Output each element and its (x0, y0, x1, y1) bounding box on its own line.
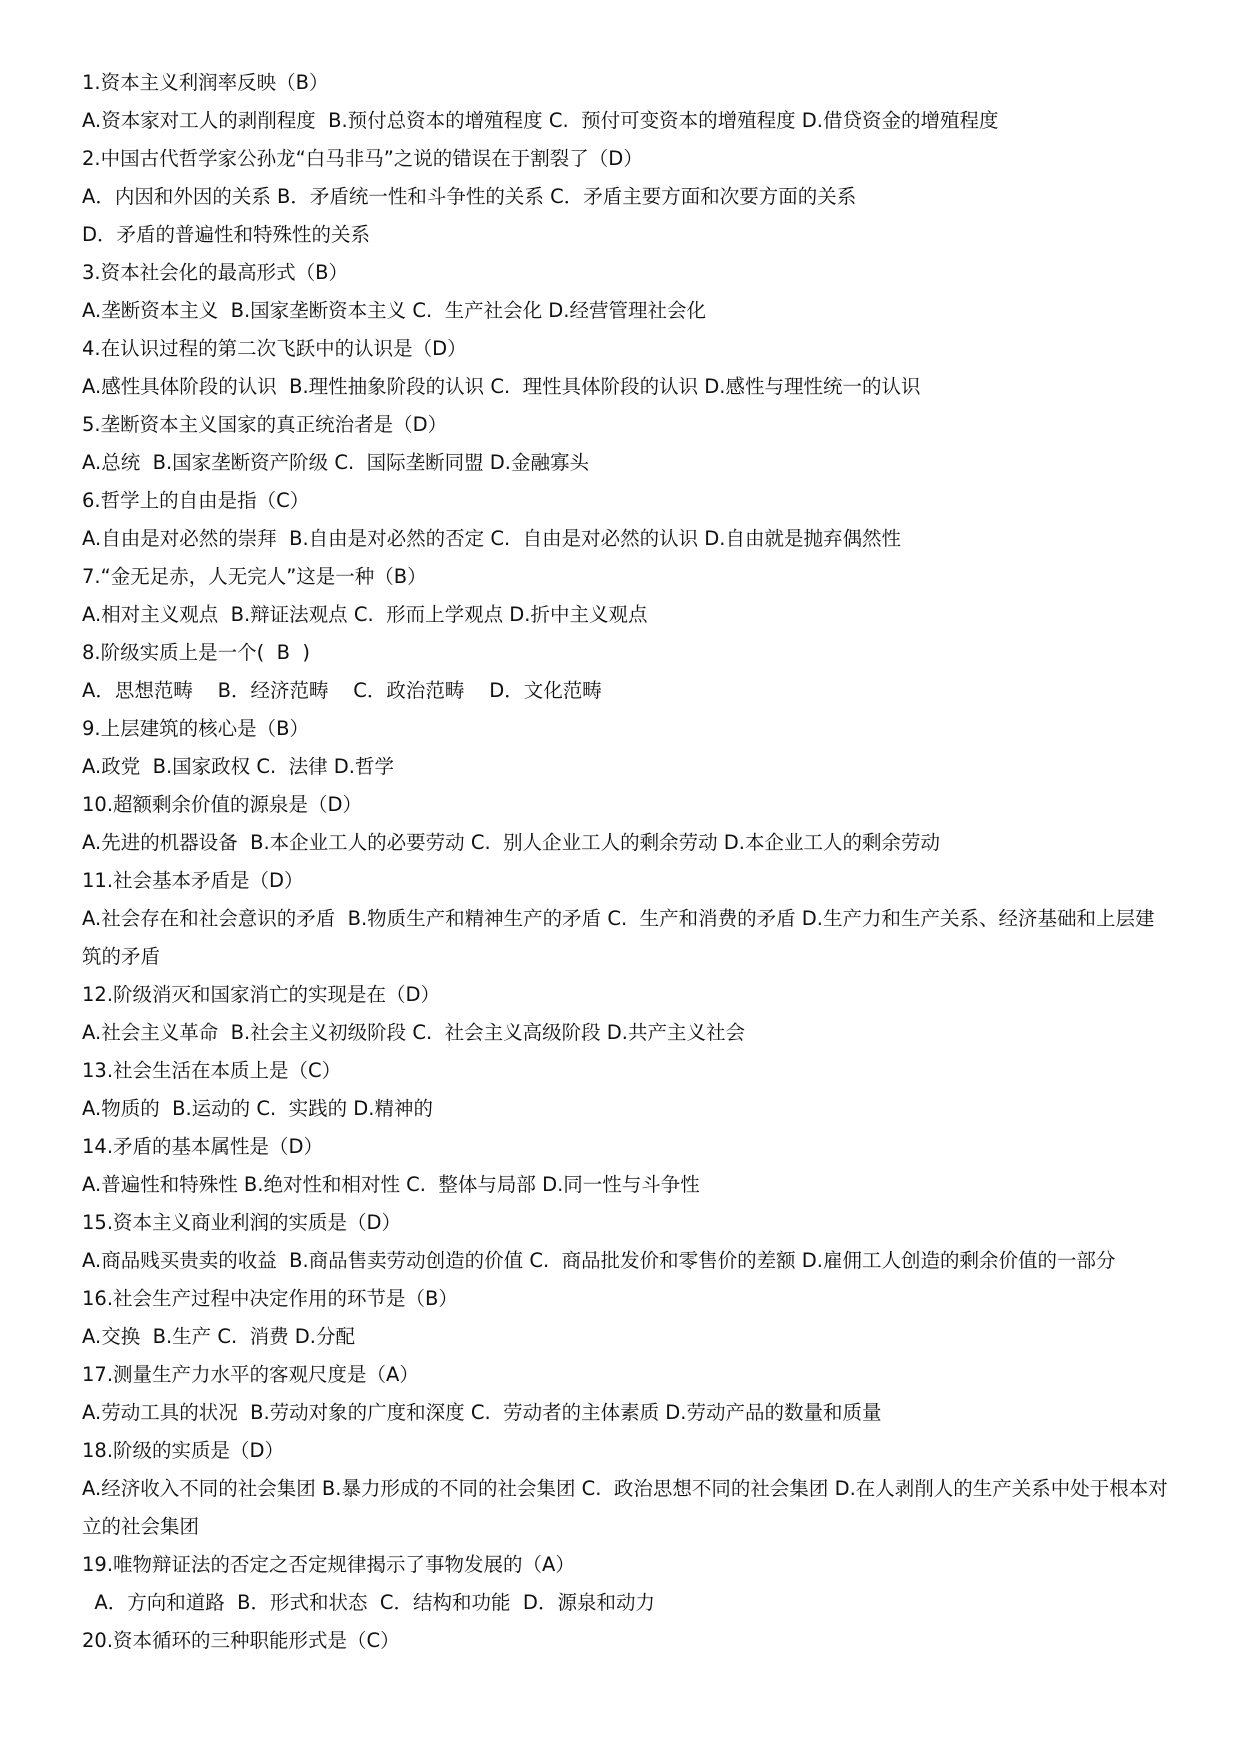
options-1: A.资本家对工人的剥削程度 B.预付总资本的增殖程度 C. 预付可变资本的增殖程度 D.借贷资金的增殖程度 (82, 109, 999, 132)
options-6: A.自由是对必然的崇拜 B.自由是对必然的否定 C. 自由是对必然的认识 D.自由就是抛弃偶然性 (82, 527, 901, 550)
options-9: A.政党 B.国家政权 C. 法律 D.哲学 (82, 755, 394, 778)
options-15: A.商品贱买贵卖的收益 B.商品售卖劳动创造的价值 C. 商品批发价和零售价的差额 D.雇佣工人创造的剩余价值的一部分 (82, 1249, 1116, 1272)
question-20: 20.资本循环的三种职能形式是（C） (82, 1629, 400, 1652)
question-2: 2.中国古代哲学家公孙龙“白马非马”之说的错误在于割裂了（D） (82, 147, 643, 170)
question-10: 10.超额剩余价值的源泉是（D） (82, 793, 363, 816)
options-14: A.普遍性和特殊性 B.绝对性和相对性 C. 整体与局部 D.同一性与斗争性 (82, 1173, 700, 1196)
question-9: 9.上层建筑的核心是（B） (82, 717, 309, 740)
options-12: A.社会主义革命 B.社会主义初级阶段 C. 社会主义高级阶段 D.共产主义社会 (82, 1021, 745, 1044)
question-15: 15.资本主义商业利润的实质是（D） (82, 1211, 402, 1234)
question-16: 16.社会生产过程中决定作用的环节是（B） (82, 1287, 458, 1310)
options-10: A.先进的机器设备 B.本企业工人的必要劳动 C. 别人企业工人的剩余劳动 D.本企业工人的剩余劳动 (82, 831, 940, 854)
question-12: 12.阶级消灭和国家消亡的实现是在（D） (82, 983, 441, 1006)
question-17: 17.测量生产力水平的客观尺度是（A） (82, 1363, 419, 1386)
options-17: A.劳动工具的状况 B.劳动对象的广度和深度 C. 劳动者的主体素质 D.劳动产品的数量和质量 (82, 1401, 882, 1424)
options-7: A.相对主义观点 B.辩证法观点 C. 形而上学观点 D.折中主义观点 (82, 603, 648, 626)
question-14: 14.矛盾的基本属性是（D） (82, 1135, 324, 1158)
question-5: 5.垄断资本主义国家的真正统治者是（D） (82, 413, 448, 436)
question-7: 7.“金无足赤，人无完人”这是一种（B） (82, 565, 427, 588)
options-8: A．思想范畴 B．经济范畴 C．政治范畴 D．文化范畴 (82, 679, 602, 702)
question-1: 1.资本主义利润率反映（B） (82, 71, 329, 94)
options-4: A.感性具体阶段的认识 B.理性抽象阶段的认识 C. 理性具体阶段的认识 D.感性与理性统一的认识 (82, 375, 921, 398)
question-11: 11.社会基本矛盾是（D） (82, 869, 304, 892)
question-19: 19.唯物辩证法的否定之否定规律揭示了事物发展的（A） (82, 1553, 575, 1576)
question-18: 18.阶级的实质是（D） (82, 1439, 285, 1462)
options-16: A.交换 B.生产 C. 消费 D.分配 (82, 1325, 355, 1348)
question-6: 6.哲学上的自由是指（C） (82, 489, 310, 512)
options-19: A．方向和道路 B．形式和状态 C．结构和功能 D．源泉和动力 (82, 1591, 655, 1614)
question-4: 4.在认识过程的第二次飞跃中的认识是（D） (82, 337, 467, 360)
options-2-continued: D．矛盾的普遍性和特殊性的关系 (82, 223, 371, 246)
options-3: A.垄断资本主义 B.国家垄断资本主义 C. 生产社会化 D.经营管理社会化 (82, 299, 706, 322)
question-13: 13.社会生活在本质上是（C） (82, 1059, 342, 1082)
question-3: 3.资本社会化的最高形式（B） (82, 261, 348, 284)
options-13: A.物质的 B.运动的 C. 实践的 D.精神的 (82, 1097, 433, 1120)
options-2: A．内因和外因的关系 B．矛盾统一性和斗争性的关系 C．矛盾主要方面和次要方面的关系 (82, 185, 857, 208)
options-11: A.社会存在和社会意识的矛盾 B.物质生产和精神生产的矛盾 C. 生产和消费的矛盾 D.生产力和生产关系、经济基础和上层建筑的矛盾 (82, 907, 1155, 968)
document-page (82, 64, 1172, 1660)
options-18: A.经济收入不同的社会集团 B.暴力形成的不同的社会集团 C. 政治思想不同的社会集团 D.在人剥削人的生产关系中处于根本对立的社会集团 (82, 1477, 1168, 1538)
options-5: A.总统 B.国家垄断资产阶级 C. 国际垄断同盟 D.金融寡头 (82, 451, 589, 474)
question-8: 8.阶级实质上是一个( B ) (82, 641, 310, 664)
